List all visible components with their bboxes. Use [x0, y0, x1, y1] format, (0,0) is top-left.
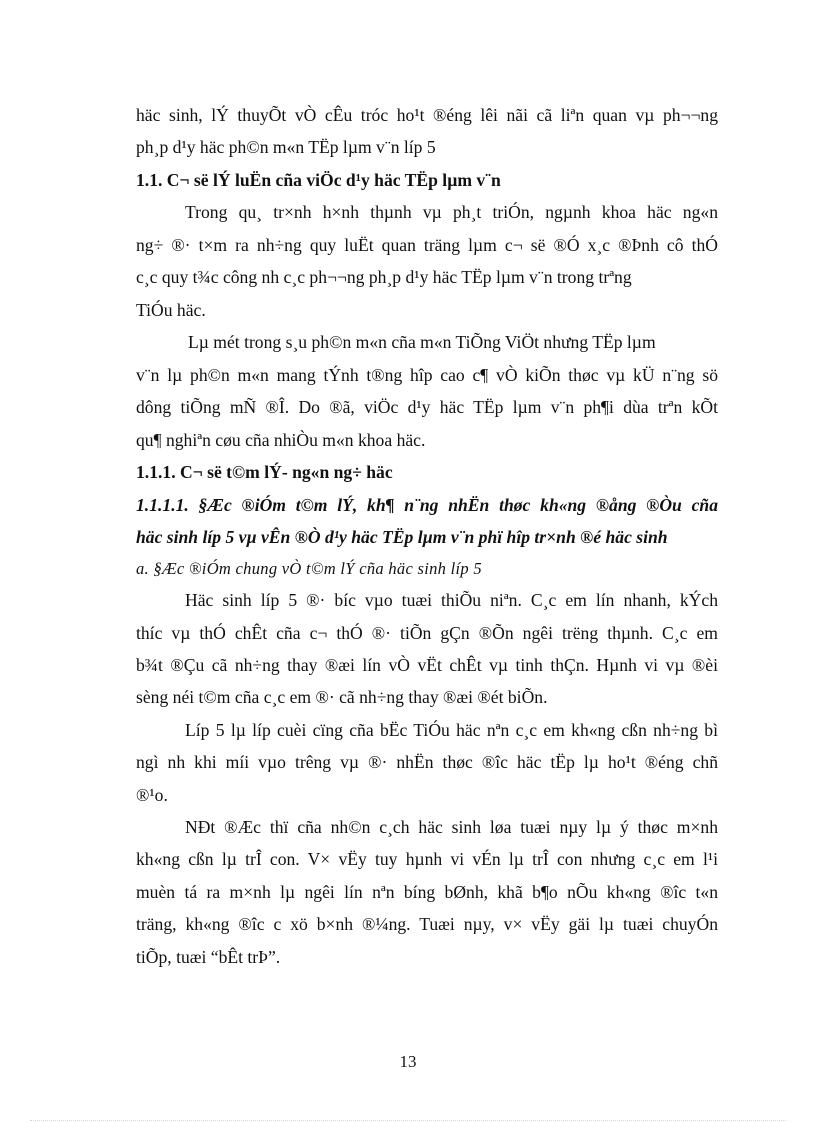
paragraph-line: b¾t ®Çu cã nh÷ng thay ®æi lín vÒ vËt chÊt vµ tinh thÇn. Hµnh vi vµ ®èi [136, 655, 718, 675]
paragraph-line: v¨n lµ ph©n m«n mang tÝnh t®ng hîp cao c¶ vÒ kiÕn thøc vµ kÜ n¨ng sö [136, 365, 718, 385]
paragraph-line: ph¸p d¹y häc ph©n m«n TËp lµm v¨n líp 5 [136, 137, 436, 157]
paragraph-line: qu¶ nghiªn cøu cña nhiÒu m«n khoa häc. [136, 430, 426, 450]
paragraph-line: muèn tá ra m×nh lµ ngêi lín nªn bíng bØnh, khã b¶o nÕu kh«ng ®îc t«n [136, 882, 718, 902]
paragraph-line: ngì nh khi míi vµo trêng vµ ®· nhËn thøc ®îc häc tËp lµ ho¹t ®éng chñ [136, 752, 718, 772]
page-bottom-divider [30, 1120, 786, 1121]
paragraph-line: tiÕp, tuæi “bÊt trÞ”. [136, 947, 281, 967]
paragraph-line: häc sinh, lÝ thuyÕt vÒ cÊu tróc ho¹t ®éng lêi nãi cã liªn quan vµ ph¬¬ng [136, 105, 718, 125]
paragraph-line: NÐt ®Æc thï cña nh©n c¸ch häc sinh løa tuæi nµy lµ ý thøc m×nh [185, 817, 718, 837]
paragraph-line: TiÓu häc. [136, 300, 206, 320]
paragraph-line: Häc sinh líp 5 ®· bíc vµo tuæi thiÕu niªn. C¸c em lín nhanh, kÝch [185, 590, 718, 610]
paragraph-line: kh«ng cßn lµ trÎ con. V× vËy tuy hµnh vi vÉn lµ trÎ con nhưng c¸c em l¹i [136, 849, 718, 869]
page-number: 13 [399, 1052, 417, 1071]
paragraph-line: sèng néi t©m cña c¸c em ®· cã nh÷ng thay ®æi ®ét biÕn. [136, 687, 548, 707]
paragraph-line: Lµ mét trong s¸u ph©n m«n cña m«n TiÕng ViÖt nhưng TËp lµm [188, 332, 656, 352]
paragraph-line: c¸c quy t¾c công nh c¸c ph¬¬ng ph¸p d¹y häc TËp lµm v¨n trong trªng [136, 267, 632, 287]
paragraph-line: thíc vµ thÓ chÊt cña c¬ thÓ ®· tiÕn gÇn ®Õn ngêi trëng thµnh. C¸c em [136, 623, 718, 643]
paragraph-line: Líp 5 lµ líp cuèi cïng cña bËc TiÓu häc nªn c¸c em kh«ng cßn nh÷ng bì [185, 720, 718, 740]
subsubsection-heading-cont: häc sinh líp 5 vµ vÊn ®Ò d¹y häc TËp lµm v¨n phï hîp tr×nh ®é häc sinh [136, 527, 668, 547]
subsection-heading: 1.1.1. C¬ së t©m lÝ- ng«n ng÷ häc [136, 462, 393, 482]
paragraph-line: Trong qu¸ tr×nh h×nh thµnh vµ ph¸t triÓn, ngµnh khoa häc ng«n [185, 202, 718, 222]
paragraph-line: träng, kh«ng ®îc c xö b×nh ®¼ng. Tuæi nµy, v× vËy gäi lµ tuæi chuyÓn [136, 914, 718, 934]
italic-subheading: a. §Æc ®iÓm chung vÒ t©m lÝ cña häc sinh líp 5 [136, 559, 482, 578]
paragraph-line: dông tiÕng mÑ ®Î. Do ®ã, viÖc d¹y häc TËp lµm v¨n ph¶i dùa trªn kÕt [136, 397, 718, 417]
paragraph-line: ng÷ ®· t×m ra nh÷ng quy luËt quan träng lµm c¬ së ®Ó x¸c ®Þnh cô thÓ [136, 235, 718, 255]
paragraph-line: ®¹o. [136, 785, 168, 805]
section-heading: 1.1. C¬ së lÝ luËn cña viÖc d¹y häc TËp lµm v¨n [136, 170, 501, 190]
subsubsection-heading: 1.1.1.1. §Æc ®iÓm t©m lÝ, kh¶ n¨ng nhËn thøc kh«ng ®ång ®Òu cña [136, 495, 718, 515]
